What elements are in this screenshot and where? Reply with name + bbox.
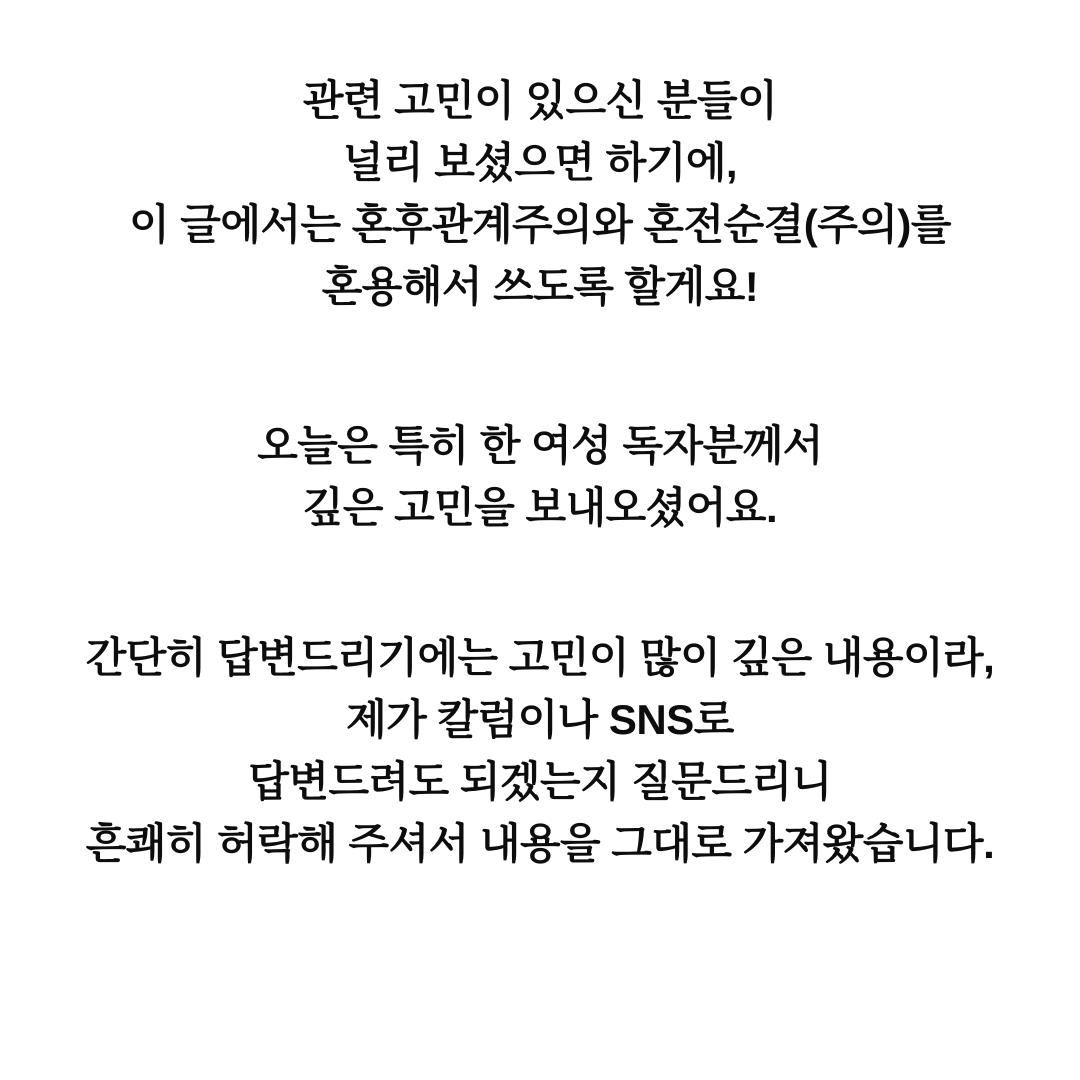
text-line: 흔쾌히 허락해 주셔서 내용을 그대로 가져왔습니다. xyxy=(85,820,995,868)
paragraph-intro xyxy=(40,70,1040,319)
text-line: 제가 칼럼이나 SNS로 xyxy=(346,696,734,744)
text-line: 널리 보셨으면 하기에, xyxy=(342,139,738,187)
text-line: 오늘은 특히 한 여성 독자분께서 xyxy=(257,421,823,469)
text-line: 혼용해서 쓰도록 할게요! xyxy=(321,263,759,311)
text-line: 관련 고민이 있으신 분들이 xyxy=(302,77,778,124)
text-line: 깊은 고민을 보내오셨어요. xyxy=(302,483,778,531)
text-line: 답변드려도 되겠는지 질문드리니 xyxy=(248,758,832,806)
paragraph-today xyxy=(40,415,1040,539)
text-line: 이 글에서는 혼후관계주의와 혼전순결(주의)를 xyxy=(129,201,951,249)
paragraph-detail xyxy=(40,627,1040,876)
text-line: 간단히 답변드리기에는 고민이 많이 깊은 내용이라, xyxy=(85,633,995,681)
